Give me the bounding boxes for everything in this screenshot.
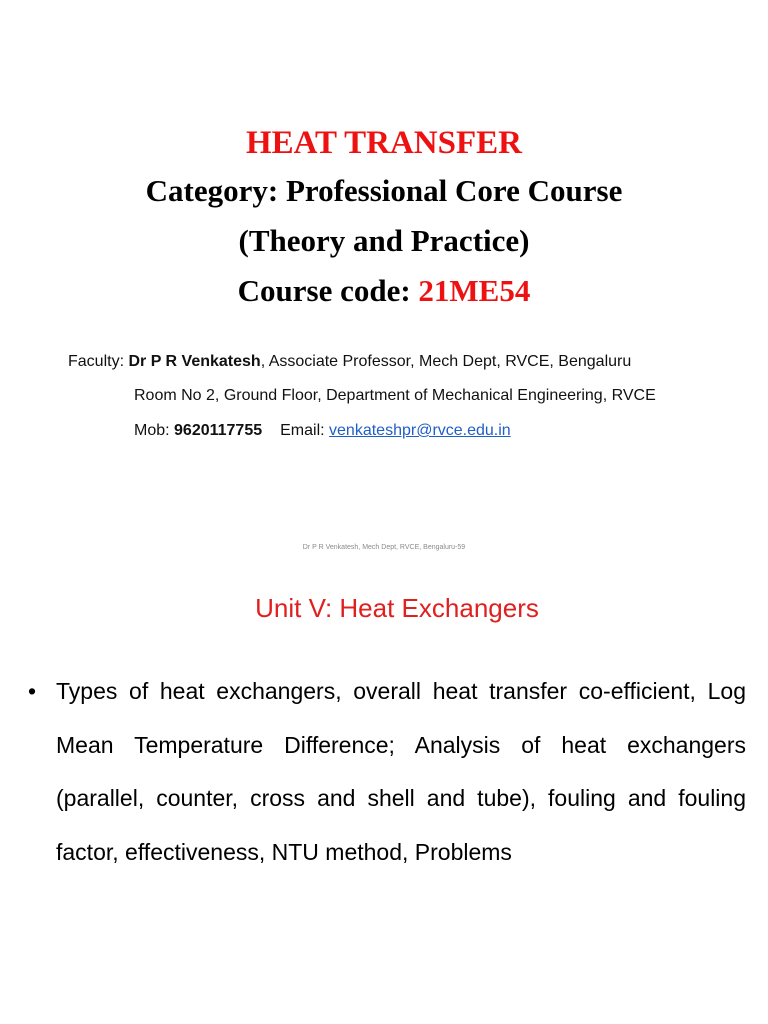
faculty-contact xyxy=(134,421,511,441)
course-code xyxy=(0,266,768,316)
faculty-line xyxy=(68,352,631,372)
faculty-room: Room No 2, Ground Floor, Department of Mechanical Engineering, RVCE xyxy=(134,387,656,404)
unit-heading: Unit V: Heat Exchangers xyxy=(255,593,539,623)
mobile-number: 9620117755 xyxy=(174,422,263,439)
faculty-label: Faculty: xyxy=(68,353,129,370)
course-subtitle: (Theory and Practice) xyxy=(238,223,530,258)
mobile-label: Mob: xyxy=(134,422,175,439)
list-item xyxy=(28,665,746,879)
course-title: HEAT TRANSFER xyxy=(246,125,522,161)
slide-footer: Dr P R Venkatesh, Mech Dept, RVCE, Bengaluru-59 xyxy=(302,544,466,551)
course-category: Category: Professional Core Course xyxy=(145,173,623,208)
email-label: Email: xyxy=(280,422,330,439)
email-link[interactable]: venkateshpr@rvce.edu.in xyxy=(329,422,511,439)
bullet-text: Types of heat exchangers, overall heat transfer co-efficient, Log Mean Temperature Difference; Analysis of heat exchangers (parallel, counter, cross and shell and tube), fouling and fouling factor, effectiveness, NTU method, Problems xyxy=(56,678,746,865)
bullet-icon: • xyxy=(28,678,37,704)
course-code-value: 21ME54 xyxy=(418,273,531,308)
course-code-label: Course code: xyxy=(237,273,419,308)
topic-list xyxy=(28,665,746,879)
unit-slide xyxy=(0,560,768,1024)
title-block xyxy=(0,120,768,316)
faculty-designation: , Associate Professor, Mech Dept, RVCE, Bengaluru xyxy=(260,353,632,370)
faculty-name: Dr P R Venkatesh xyxy=(128,353,261,370)
